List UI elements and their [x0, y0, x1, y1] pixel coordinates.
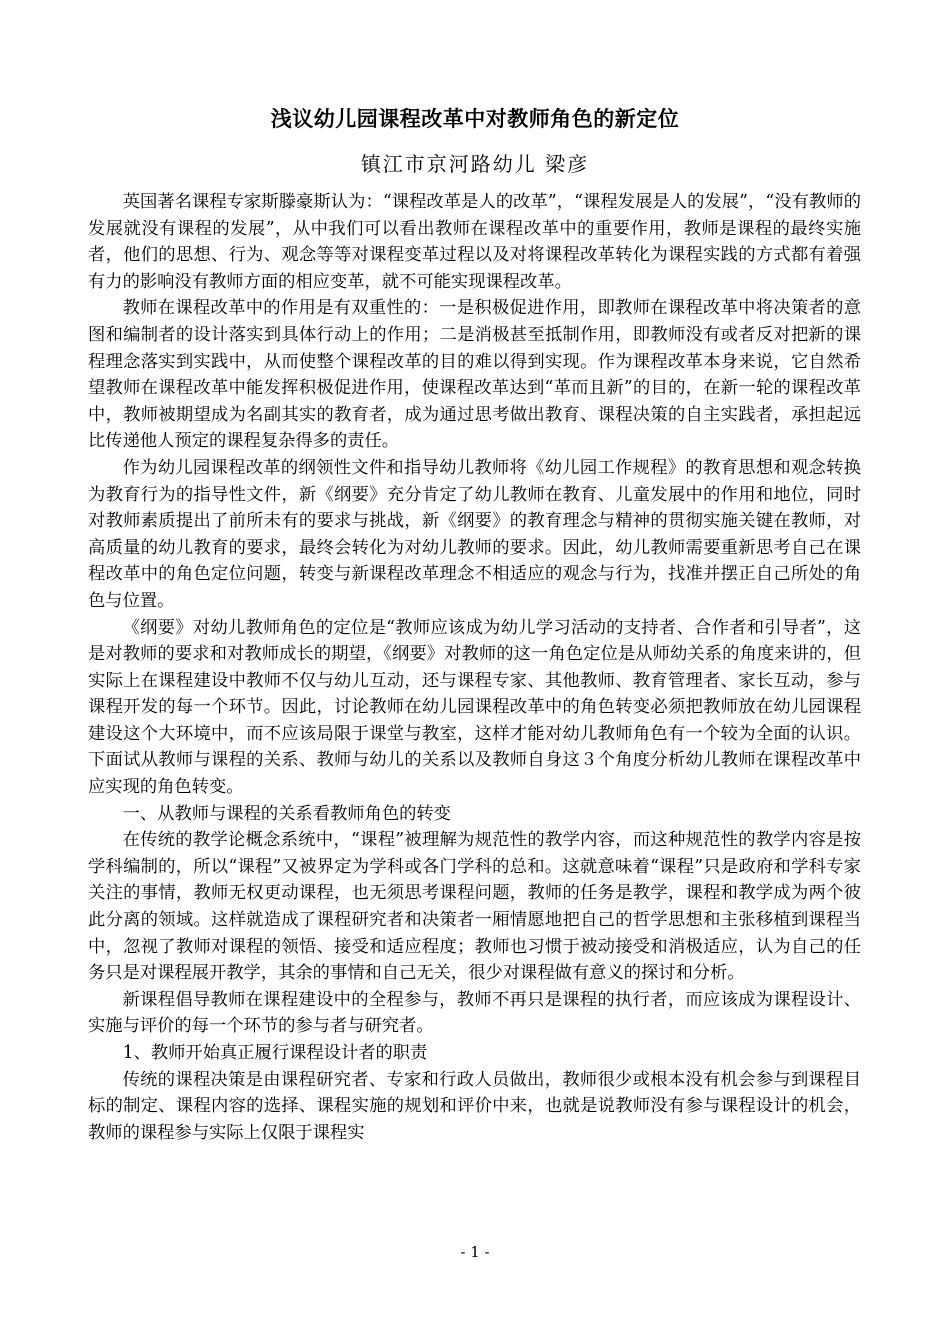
paragraph-guideline: 作为幼儿园课程改革的纲领性文件和指导幼儿教师将《幼儿园工作规程》的教育思想和观念转换为教育行为的指导性文件，新《纲要》充分肯定了幼儿教师在教育、儿童发展中的作用和地位，同时对教师素质提出了前所未有的要求与挑战，新《纲要》的教育理念与精神的贯彻实施关键在教师，对高质量的幼儿教育的要求，最终会转化为对幼儿教师的要求。因此，幼儿教师需要重新思考自己在课程改革中的角色定位问题，转变与新课程改革理念不相适应的观念与行为，找准并摆正自己所处的角色与位置。	[88, 457, 861, 611]
document-title: 浅议幼儿园课程改革中对教师角色的新定位	[270, 107, 680, 131]
document-author: 镇江市京河路幼儿 梁彦	[360, 152, 590, 176]
paragraph-curriculum-decision: 传统的课程决策是由课程研究者、专家和行政人员做出，教师很少或根本没有机会参与到课程目标的制定、课程内容的选择、课程实施的规划和评价中来，也就是说教师没有参与课程设计的机会，教师的课程参与实际上仅限于课程实	[88, 1069, 861, 1143]
document-body	[88, 189, 861, 1146]
paragraph-intro: 英国著名课程专家斯滕豪斯认为：“课程改革是人的改革”，“课程发展是人的发展”，“没有教师的发展就没有课程的发展”，从中我们可以看出教师在课程改革中的重要作用，教师是课程的最终实施者，他们的思想、行为、观念等等对课程变革过程以及对将课程改革转化为课程实践的方式都有着强有力的影响没有教师方面的相应变革，就不可能实现课程改革。	[88, 192, 861, 292]
paragraph-role-definition: 《纲要》对幼儿教师角色的定位是“教师应该成为幼儿学习活动的支持者、合作者和引导者”，这是对教师的要求和对教师成长的期望，《纲要》对教师的这一角色定位是从师幼关系的角度来讲的，但实际上在课程建设中教师不仅与幼儿互动，还与课程专家、其他教师、教育管理者、家长互动，参与课程开发的每一个环节。因此，讨论教师在幼儿园课程改革中的角色转变必须把教师放在幼儿园课程建设这个大环境中，而不应该局限于课堂与教室，这样才能对幼儿教师角色有一个较为全面的认识。下面试从教师与课程的关系、教师与幼儿的关系以及教师自身这３个角度分析幼儿教师在课程改革中应实现的角色转变。	[88, 617, 861, 798]
paragraph-dual-role: 教师在课程改革中的作用是有双重性的：一是积极促进作用，即教师在课程改革中将决策者的意图和编制者的设计落实到具体行动上的作用；二是消极甚至抵制作用，即教师没有或者反对把新的课程理念落实到实践中，从而使整个课程改革的目的难以得到实现。作为课程改革本身来说，它自然希望教师在课程改革中能发挥积极促进作用，使课程改革达到“革而且新”的目的，在新一轮的课程改革中，教师被期望成为名副其实的教育者，成为通过思考做出教育、课程决策的自主实践者，承担起远比传递他人预定的课程复杂得多的责任。	[88, 298, 861, 452]
subsection-heading-1: 1、教师开始真正履行课程设计者的职责	[122, 1043, 428, 1063]
page-number: - 1 -	[460, 1243, 490, 1261]
paragraph-new-curriculum: 新课程倡导教师在课程建设中的全程参与，教师不再只是课程的执行者，而应该成为课程设计、实施与评价的每一个环节的参与者与研究者。	[88, 989, 861, 1037]
section-heading-1: 一、从教师与课程的关系看教师角色的转变	[122, 803, 451, 824]
paragraph-traditional-view: 在传统的教学论概念系统中，“课程”被理解为规范性的教学内容，而这种规范性的教学内容是按学科编制的，所以“课程”又被界定为学科或各门学科的总和。这就意味着“课程”只是政府和学科专家关注的事情，教师无权更动课程，也无须思考课程问题，教师的任务是教学，课程和教学成为两个彼此分离的领域。这样就造成了课程研究者和决策者一厢情愿地把自己的哲学思想和主张移植到课程当中，忽视了教师对课程的领悟、接受和适应程度；教师也习惯于被动接受和消极适应，认为自己的任务只是对课程展开教学，其余的事情和自己无关，很少对课程做有意义的探讨和分析。	[88, 830, 861, 984]
